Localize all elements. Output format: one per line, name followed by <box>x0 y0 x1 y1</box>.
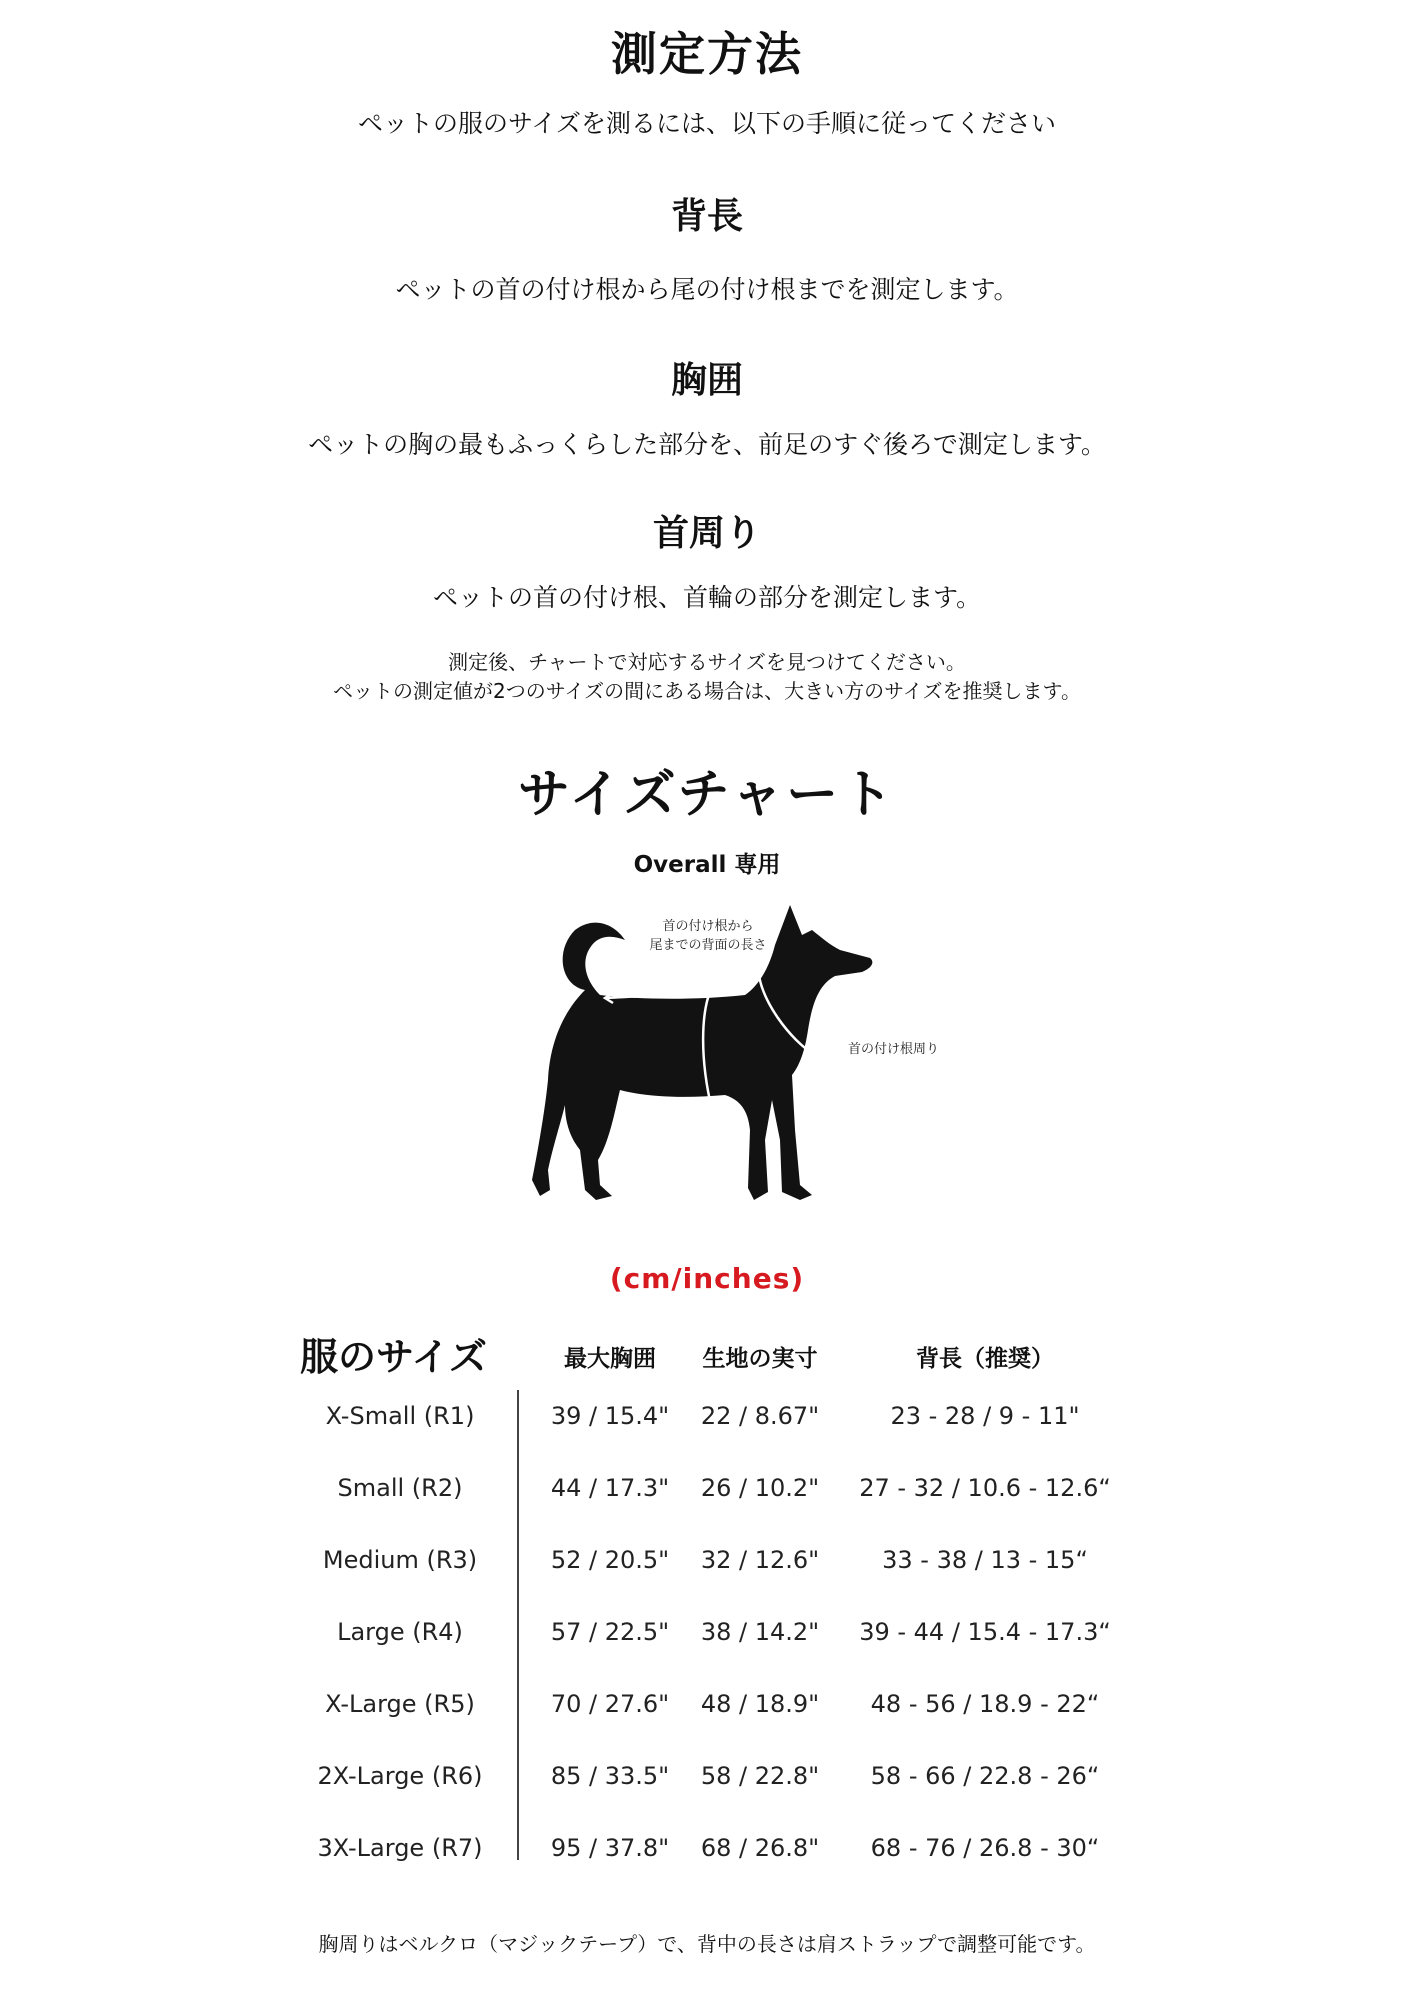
size-chart-title: サイズチャート <box>517 765 897 825</box>
fabric-cell: 68 / 26.8" <box>700 1834 820 1862</box>
fabric-cell: 38 / 14.2" <box>700 1618 820 1646</box>
back-length-heading: 背長 <box>670 196 743 237</box>
size-cell: Small (R2) <box>337 1474 463 1502</box>
page-title: 測定方法 <box>611 27 803 81</box>
back-cell: 68 - 76 / 26.8 - 30“ <box>870 1834 1100 1862</box>
table-row <box>0 1618 1414 1658</box>
table-row <box>0 1402 1414 1442</box>
fabric-cell: 58 / 22.8" <box>700 1762 820 1790</box>
table-row <box>0 1474 1414 1514</box>
back-cell: 39 - 44 / 15.4 - 17.3“ <box>859 1618 1111 1646</box>
size-cell: Medium (R3) <box>322 1546 478 1574</box>
back-length-label: 首の付け根から <box>662 919 754 934</box>
chest-cell: 44 / 17.3" <box>550 1474 670 1502</box>
back-length-label-2: 尾までの背面の長さ <box>649 938 767 953</box>
units-label: (cm/inches) <box>609 1262 805 1295</box>
chest-cell: 70 / 27.6" <box>550 1690 670 1718</box>
chart-subtitle: Overall 専用 <box>633 852 781 878</box>
chest-text: ペットの胸の最もふっくらした部分を、前足のすぐ後ろで測定します。 <box>308 430 1106 459</box>
table-row <box>0 1834 1414 1874</box>
footer-note: 胸周りはベルクロ（マジックテープ）で、背中の長さは肩ストラップで調整可能です。 <box>318 1932 1096 1956</box>
back-cell: 48 - 56 / 18.9 - 22“ <box>870 1690 1100 1718</box>
chest-cell: 39 / 15.4" <box>550 1402 670 1430</box>
size-cell: X-Large (R5) <box>325 1690 475 1718</box>
back-cell: 27 - 32 / 10.6 - 12.6“ <box>859 1474 1111 1502</box>
chest-cell: 95 / 37.8" <box>550 1834 670 1862</box>
size-column-header: 服のサイズ <box>300 1335 487 1379</box>
table-row <box>0 1762 1414 1802</box>
neck-label: 首の付け根周り <box>848 1042 940 1057</box>
size-cell: 3X-Large (R7) <box>317 1834 483 1862</box>
dog-measurement-diagram <box>520 880 960 1230</box>
back-cell: 23 - 28 / 9 - 11" <box>890 1402 1080 1430</box>
chest-column-header: 最大胸囲 <box>564 1346 656 1372</box>
fabric-cell: 22 / 8.67" <box>700 1402 820 1430</box>
chest-cell: 57 / 22.5" <box>550 1618 670 1646</box>
fabric-cell: 48 / 18.9" <box>700 1690 820 1718</box>
back-cell: 33 - 38 / 13 - 15“ <box>882 1546 1088 1574</box>
size-cell: Large (R4) <box>337 1618 463 1646</box>
table-row <box>0 1690 1414 1730</box>
intro-text: ペットの服のサイズを測るには、以下の手順に従ってください <box>357 109 1056 138</box>
chest-cell: 85 / 33.5" <box>550 1762 670 1790</box>
chest-cell: 52 / 20.5" <box>550 1546 670 1574</box>
fabric-cell: 26 / 10.2" <box>700 1474 820 1502</box>
fabric-column-header: 生地の実寸 <box>702 1346 818 1372</box>
neck-heading: 首周り <box>652 513 761 554</box>
neck-text: ペットの首の付け根、首輪の部分を測定します。 <box>432 583 981 612</box>
table-row <box>0 1546 1414 1586</box>
chest-heading: 胸囲 <box>670 360 743 401</box>
size-cell: X-Small (R1) <box>325 1402 475 1430</box>
fabric-cell: 32 / 12.6" <box>700 1546 820 1574</box>
note-line-1: 測定後、チャートで対応するサイズを見つけてください。 <box>448 650 966 674</box>
note-line-2: ペットの測定値が2つのサイズの間にある場合は、大きい方のサイズを推奨します。 <box>333 679 1081 703</box>
back-column-header: 背長（推奨） <box>916 1346 1054 1372</box>
back-cell: 58 - 66 / 22.8 - 26“ <box>870 1762 1100 1790</box>
back-length-text: ペットの首の付け根から尾の付け根までを測定します。 <box>395 275 1019 304</box>
size-cell: 2X-Large (R6) <box>317 1762 483 1790</box>
